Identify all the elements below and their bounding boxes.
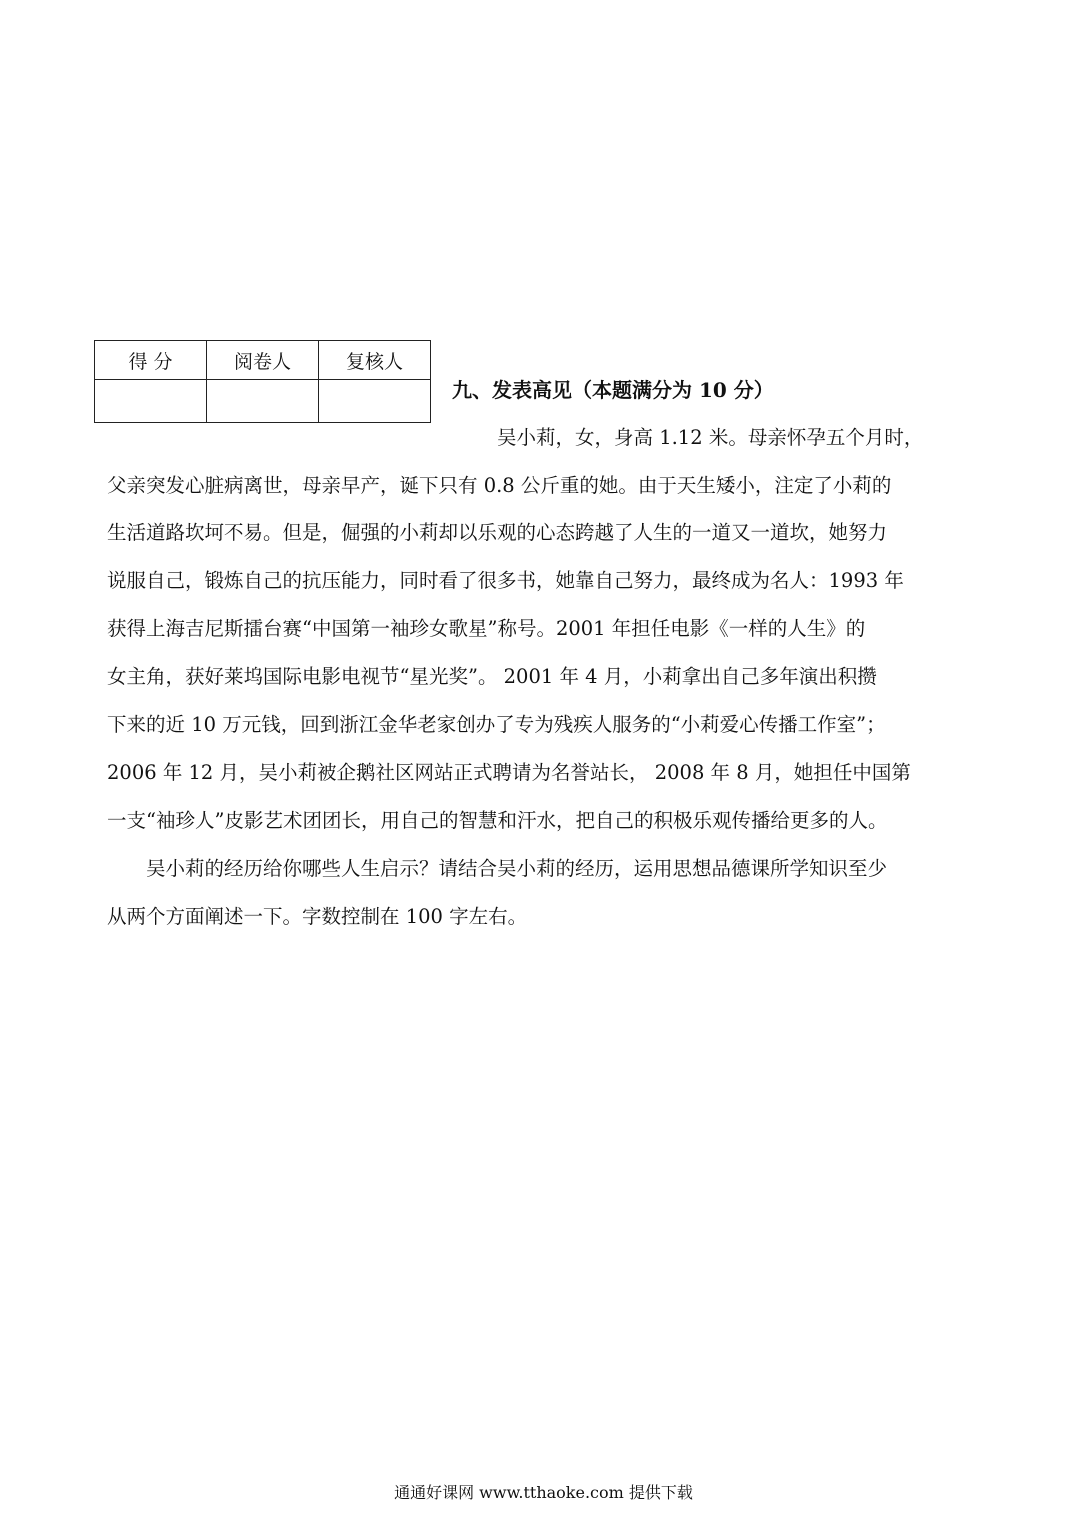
score-table [94, 340, 431, 423]
reviewer-entry-cell[interactable] [319, 380, 431, 423]
score-table-entry-row [95, 380, 431, 423]
passage-line: 一支“袖珍人”皮影艺术团团长，用自己的智慧和汗水，把自己的积极乐观传播给更多的人。 [107, 809, 888, 832]
score-header-cell: 得 分 [95, 341, 207, 380]
question-line: 吴小莉的经历给你哪些人生启示？请结合吴小莉的经历，运用思想品德课所学知识至少 [146, 857, 888, 880]
passage-line: 下来的近 10 万元钱，回到浙江金华老家创办了专为残疾人服务的“小莉爱心传播工作室”； [107, 713, 886, 736]
passage-line: 女主角，获好莱坞国际电影电视节“星光奖”。 2001 年 4 月，小莉拿出自己多年演出积攒 [107, 665, 877, 688]
score-table-header-row [95, 341, 431, 380]
passage-line: 2006 年 12 月，吴小莉被企鹅社区网站正式聘请为名誉站长， 2008 年 8 月，她担任中国第 [107, 761, 911, 784]
passage-line: 父亲突发心脏病离世，母亲早产，诞下只有 0.8 公斤重的她。由于天生矮小，注定了小莉的 [107, 474, 892, 497]
passage-line: 吴小莉，女，身高 1.12 米。母亲怀孕五个月时， [497, 426, 924, 449]
passage-line: 生活道路坎坷不易。但是，倔强的小莉却以乐观的心态跨越了人生的一道又一道坎，她努力 [107, 521, 888, 544]
grader-header-cell: 阅卷人 [207, 341, 319, 380]
passage-line: 说服自己，锻炼自己的抗压能力，同时看了很多书，她靠自己努力，最终成为名人：1993 年 [107, 569, 904, 592]
question-line: 从两个方面阐述一下。字数控制在 100 字左右。 [107, 905, 528, 928]
passage-line: 获得上海吉尼斯擂台赛“中国第一袖珍女歌星”称号。2001 年担任电影《一样的人生》的 [107, 617, 866, 640]
section-title: 九、发表高见（本题满分为 10 分） [452, 378, 774, 402]
grader-entry-cell[interactable] [207, 380, 319, 423]
reviewer-header-cell: 复核人 [319, 341, 431, 380]
score-entry-cell[interactable] [95, 380, 207, 423]
page-footer: 通通好课网 www.tthaoke.com 提供下载 [394, 1483, 693, 1502]
